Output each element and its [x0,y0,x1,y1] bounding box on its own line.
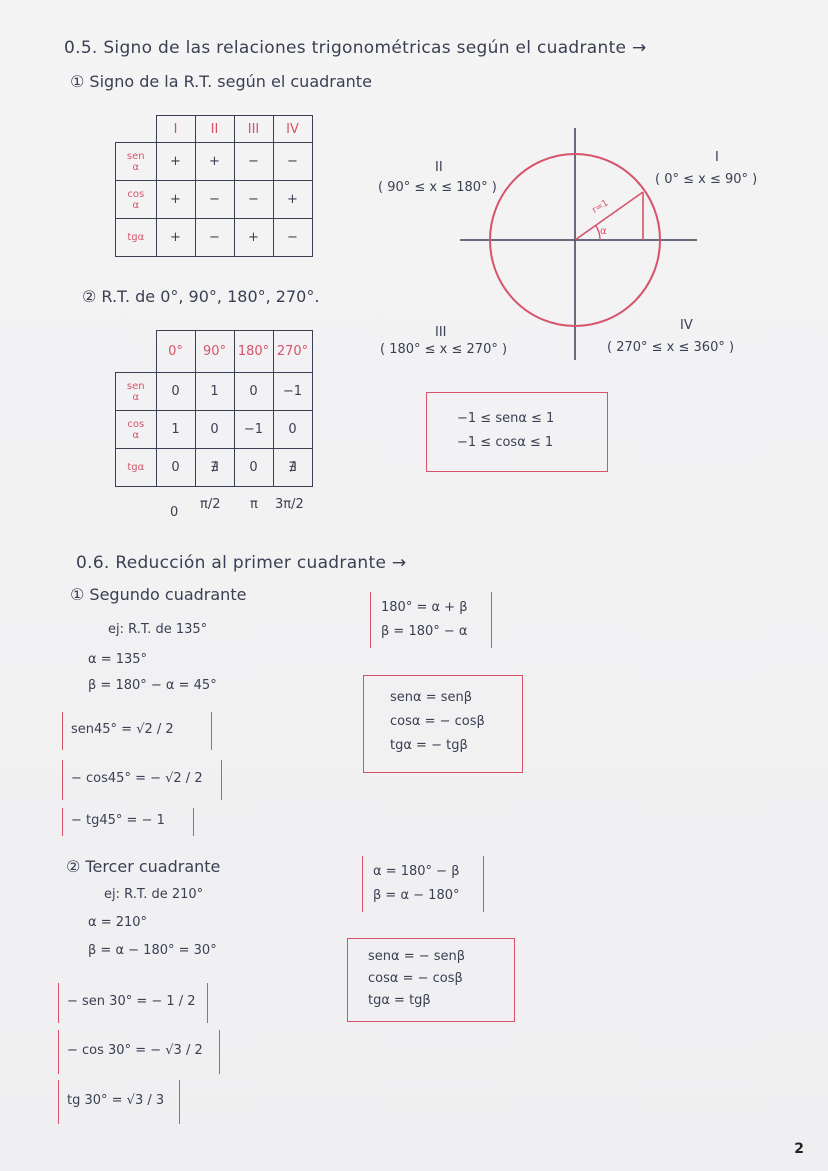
third-beta: β = α − 180° = 30° [88,943,217,958]
quadrant-III-label: III [435,325,447,340]
quadrant-II-range: ( 90° ≤ x ≤ 180° ) [378,180,497,195]
sign-cell: − [273,143,312,181]
quadrant-I-label: I [715,150,719,165]
second-relation-1: 180° = α + β [381,600,468,615]
second-alpha: α = 135° [88,652,148,667]
row-label-cos: cos α [116,411,157,449]
second-formula: tgα = − tgβ [390,738,468,753]
second-result-box [62,760,222,800]
row-label-tg: tgα [116,219,157,257]
third-result-box [58,983,208,1023]
value-cell: ∄ [273,449,312,487]
radian-label: 0 [170,505,179,520]
radius-label: r=1 [590,198,611,216]
row-label-sen: sen α [116,373,157,411]
sign-cell: + [234,219,273,257]
page-number: 2 [794,1141,804,1157]
value-cell: 0 [234,373,273,411]
quadrant-IV-range: ( 270° ≤ x ≤ 360° ) [607,340,735,355]
third-result: tg 30° = √3 / 3 [67,1093,165,1108]
row-label-sen: sen α [116,143,157,181]
value-cell: 0 [156,373,195,411]
third-result: − sen 30° = − 1 / 2 [67,994,196,1009]
value-cell: 0 [273,411,312,449]
value-cell: ∄ [195,449,234,487]
unit-circle-diagram [460,120,710,365]
values-table [115,330,313,487]
value-cell: 1 [195,373,234,411]
second-formulas-box [363,675,523,773]
third-relation-1: α = 180° − β [373,864,460,879]
sign-table-header: III [234,116,273,143]
sign-cell: + [156,181,195,219]
sign-table-header: IV [273,116,312,143]
third-formulas-box [347,938,515,1022]
third-formula: tgα = tgβ [368,993,431,1008]
bound-sen: −1 ≤ senα ≤ 1 [457,411,555,426]
third-relation-box [362,856,484,912]
third-example: ej: R.T. de 210° [104,887,204,902]
quadrant-IV-label: IV [680,318,693,333]
third-relation-2: β = α − 180° [373,888,460,903]
radius-line [575,192,643,240]
sign-table [115,115,313,257]
sign-cell: − [195,181,234,219]
row-label-tg: tgα [116,449,157,487]
item-2-heading: ② R.T. de 0°, 90°, 180°, 270°. [82,287,320,306]
values-table-header: 0° [156,331,195,373]
bounds-box [426,392,608,472]
sign-cell: − [234,181,273,219]
sign-table-header: I [156,116,195,143]
values-table-header: 180° [234,331,273,373]
value-cell: 0 [195,411,234,449]
third-quadrant-heading: ② Tercer cuadrante [66,857,221,876]
bound-cos: −1 ≤ cosα ≤ 1 [457,435,554,450]
sign-cell: − [234,143,273,181]
second-relation-box [370,592,492,648]
sign-cell: + [273,181,312,219]
third-result-box [58,1030,220,1074]
second-quadrant-heading: ① Segundo cuadrante [70,585,247,604]
third-result-box [58,1080,180,1124]
angle-label: α [600,226,607,237]
third-alpha: α = 210° [88,915,148,930]
quadrant-III-range: ( 180° ≤ x ≤ 270° ) [380,342,508,357]
row-label-cos: cos α [116,181,157,219]
section-0-5-title: 0.5. Signo de las relaciones trigonométricas según el cuadrante → [64,38,647,58]
second-result: − cos45° = − √2 / 2 [71,771,203,786]
sign-cell: + [156,219,195,257]
value-cell: 0 [234,449,273,487]
second-formula: cosα = − cosβ [390,714,485,729]
second-relation-2: β = 180° − α [381,624,468,639]
third-formula: senα = − senβ [368,949,466,964]
sign-cell: − [195,219,234,257]
sign-table-header: II [195,116,234,143]
values-table-header: 270° [273,331,312,373]
second-beta: β = 180° − α = 45° [88,678,217,693]
sign-cell: + [156,143,195,181]
radian-label: π/2 [200,497,221,512]
radian-label: 3π/2 [275,497,304,512]
second-formula: senα = senβ [390,690,473,705]
item-1-heading: ① Signo de la R.T. según el cuadrante [70,72,372,91]
sign-cell: − [273,219,312,257]
second-example: ej: R.T. de 135° [108,622,208,637]
radian-label: π [250,497,258,512]
value-cell: −1 [234,411,273,449]
values-table-header: 90° [195,331,234,373]
second-result-box [62,712,212,750]
third-result: − cos 30° = − √3 / 2 [67,1043,203,1058]
second-result: sen45° = √2 / 2 [71,722,174,737]
quadrant-I-range: ( 0° ≤ x ≤ 90° ) [655,172,758,187]
second-result-box [62,808,194,836]
sign-cell: + [195,143,234,181]
section-0-6-title: 0.6. Reducción al primer cuadrante → [76,553,407,573]
value-cell: 0 [156,449,195,487]
value-cell: 1 [156,411,195,449]
value-cell: −1 [273,373,312,411]
third-formula: cosα = − cosβ [368,971,463,986]
second-result: − tg45° = − 1 [71,813,165,828]
quadrant-II-label: II [435,160,443,175]
